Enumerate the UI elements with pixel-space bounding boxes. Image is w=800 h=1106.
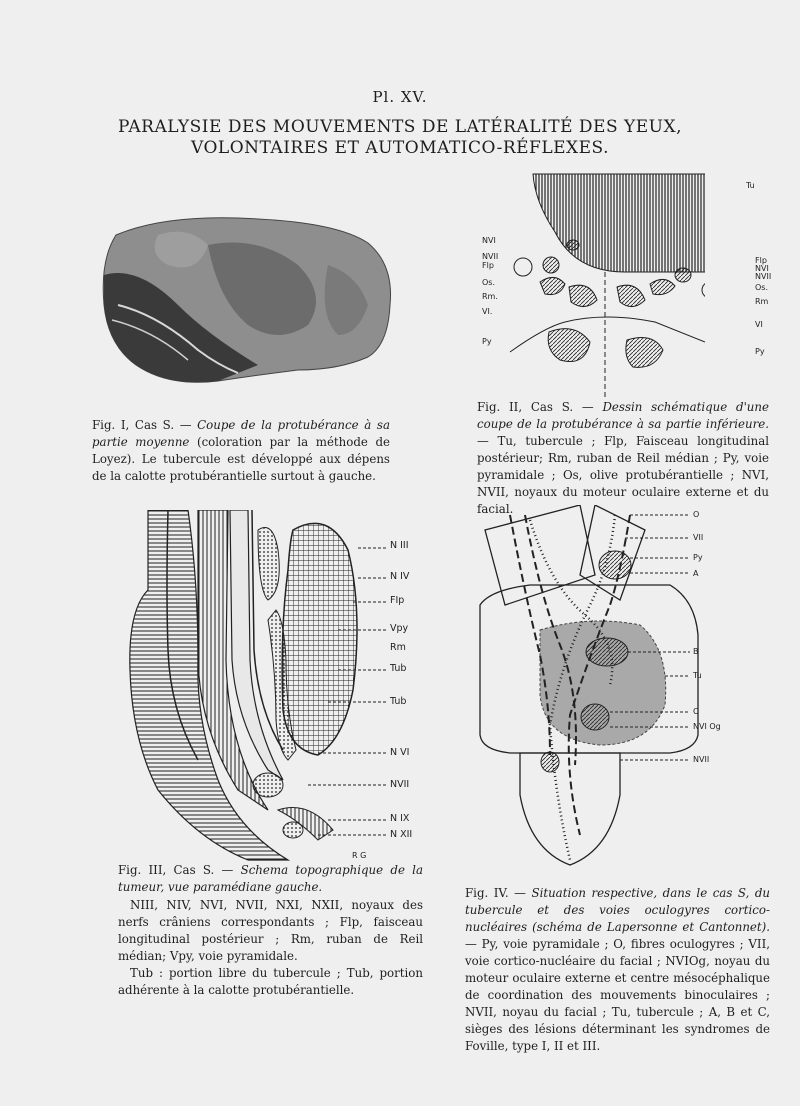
- fig4-label: C: [693, 707, 699, 716]
- fig3-caption-lead: Fig. III, Cas S. —: [118, 863, 241, 877]
- fig3-label: NVII: [390, 779, 410, 790]
- fig2-label-right: NVI: [755, 264, 769, 273]
- fig3-label: N XII: [390, 829, 413, 840]
- page-title-line2: VOLONTAIRES ET AUTOMATICO-RÉFLEXES.: [191, 138, 609, 158]
- fig3-signature: R G: [352, 851, 367, 860]
- fig2-label-left: NVII: [482, 252, 499, 261]
- fig1-stained-section: [98, 205, 398, 390]
- fig2-caption-lead: Fig. II, Cas S. —: [477, 400, 603, 414]
- fig2-caption-italic: Dessin schématique d'une coupe de la protubérance à sa partie inférieure.: [477, 400, 769, 431]
- fig3-label: Rm: [390, 642, 406, 653]
- fig2-label-right: Os.: [755, 283, 769, 292]
- fig2-caption-rest: — Tu, tubercule ; Flp, Faisceau longitudinal postérieur; Rm, ruban de Reil médian ; Py, voie pyramidale ; Os, olive protubérantielle ; NVI, NVII, noyaux du moteur oculaire externe et du facial.: [477, 434, 769, 516]
- fig1-caption: [92, 417, 390, 485]
- fig2-label-left: Flp: [482, 261, 494, 270]
- fig2-label-right: Flp: [755, 256, 767, 265]
- fig2-label-right: Rm: [755, 297, 769, 306]
- fig2-label-left: Rm.: [482, 292, 498, 301]
- fig3-label: Vpy: [390, 623, 409, 634]
- fig4-pathways-schema: [470, 505, 720, 875]
- fig2-schematic-section: [505, 172, 705, 402]
- fig4-label: NVII: [693, 755, 710, 764]
- fig2-label-left: VI.: [482, 307, 493, 316]
- fig3-label: Tub: [390, 696, 407, 707]
- fig2-label-left: NVI: [482, 236, 496, 245]
- fig2-label-right: NVII: [755, 272, 772, 281]
- fig4-label: B: [693, 647, 699, 656]
- fig3-caption-p1: NIII, NIV, NVI, NVII, NXI, NXII, noyaux des nerfs crâniens correspondants ; Flp, faisceau longitudinal postérieur ; Rm, ruban de Reil médian; Vpy, voie pyramidale.: [118, 898, 423, 963]
- fig2-label-right: Py: [755, 347, 765, 356]
- fig3-topographic-schema: [118, 510, 403, 865]
- fig4-caption-italic: Situation respective, dans le cas S, du tubercule et des voies oculogyres cortico-nucléaires (schéma de Lapersonne et Cantonnet).: [465, 886, 770, 934]
- fig1-caption-italic: Coupe de la protubérance à sa partie moyenne: [92, 418, 390, 449]
- fig4-caption-rest: — Py, voie pyramidale ; O, fibres oculogyres ; VII, voie cortico-nucléaire du facial ; NVIOg, noyau du moteur oculaire externe et centre mésocéphalique de coordination des mouvements binoculaires ; NVII, noyau du facial ; Tu, tubercule ; A, B et C, sièges des lésions déterminant les syndromes de Foville, type I, II et III.: [465, 937, 770, 1053]
- fig1-caption-lead: Fig. I, Cas S. —: [92, 418, 198, 432]
- fig4-label: NVI Og: [693, 722, 721, 731]
- fig2-label-left: Os.: [482, 278, 496, 287]
- fig4-label: VII: [693, 533, 704, 542]
- fig3-caption: [118, 862, 423, 896]
- fig3-label: N III: [390, 540, 409, 551]
- fig2-label-left: Py: [482, 337, 492, 346]
- fig3-label: FIp: [390, 595, 405, 606]
- fig3-label: N IV: [390, 571, 410, 582]
- page-title-line1: PARALYSIE DES MOUVEMENTS DE LATÉRALITÉ DES YEUX,: [118, 117, 682, 137]
- fig3-caption-italic: Schema topographique de la tumeur, vue paramédiane gauche.: [118, 863, 423, 894]
- fig4-caption: [465, 885, 770, 1055]
- fig4-label: O: [693, 510, 700, 519]
- plate-number: Pl. XV.: [372, 88, 428, 106]
- fig3-caption-p2: Tub : portion libre du tubercule ; Tub, portion adhérente à la calotte protubérantielle.: [118, 966, 423, 997]
- fig1-caption-rest: (coloration par la méthode de Loyez). Le tubercule est développé aux dépens de la calotte protubérantielle surtout à gauche.: [92, 435, 390, 483]
- fig4-label: A: [693, 569, 699, 578]
- fig3-label: Tub: [390, 663, 407, 674]
- fig4-caption-lead: Fig. IV. —: [465, 886, 532, 900]
- fig2-caption: [477, 399, 769, 518]
- fig3-label: N IX: [390, 813, 410, 824]
- fig3-label: N VI: [390, 747, 410, 758]
- fig4-label: Py: [693, 553, 703, 562]
- fig2-label-right: VI: [755, 320, 763, 329]
- fig4-label: Tu: [693, 671, 702, 680]
- fig2-label-right: Tu: [746, 181, 755, 190]
